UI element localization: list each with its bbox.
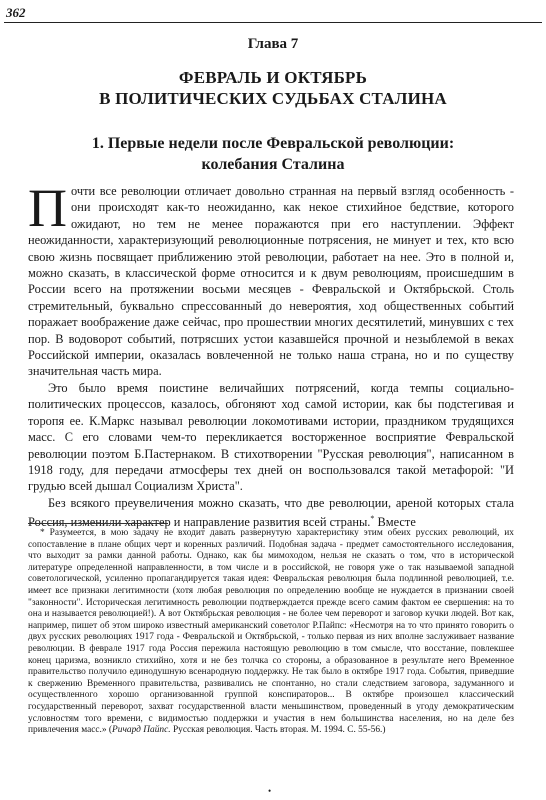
paragraph-3 — [28, 495, 514, 531]
bottom-mark: • — [268, 786, 272, 796]
footnote-marker[interactable]: * — [370, 514, 375, 524]
paragraph-1 — [28, 178, 514, 380]
drop-cap: П — [28, 178, 67, 238]
section-title — [0, 133, 546, 175]
body-text — [28, 178, 514, 531]
chapter-title-line2: В ПОЛИТИЧЕСКИХ СУДЬБАХ СТАЛИНА — [99, 89, 447, 108]
page-number: 362 — [6, 5, 26, 20]
paragraph-1-text: очти все революции отличает довольно странная на первый взгляд особенность - они происходят как-то неожиданно, как некое стихийное бедствие, которого ожидают, но тем не менее поражаются при его наступлении. Эффект неожиданности, характеризующий революционные потрясения, не минует и тех, кто всю свою жизнь посвящает приближению этой революции, работает на нее. Это в полной и, можно сказать, в классической форме относится и к двум революциям, происшедшим в России всего на протяжении восьми месяцев - Февральской и Октябрьской. Столь стремительный, буквально спрессованный до невероятия, ход общественных событий поражает воображение даже сейчас, про прошествии многих десятилетий, минувших с тех пор. В водоворот событий, потрясших устои казавшейся прочной и незыблемой в веках Российской империи, оказалась вовлеченной не только наша страна, но и по существу значительная часть мира. — [28, 184, 514, 379]
footnote-rule — [28, 523, 168, 524]
section-title-line2: колебания Сталина — [201, 156, 345, 173]
paragraph-3-tail: Вместе — [374, 515, 416, 530]
header-rule — [4, 22, 542, 23]
paragraph-2: Это было время поистине величайших потрясений, когда темпы социально-политических процессов, казалось, обгоняют ход самой истории, как бы подстегивая и торопя ее. К.Маркс называл революции локомотивами истории, праздником трудящихся масс. С его словами чем-то перекликается восторженное восприятие Февральской революции поэтом Б.Пастернаком. В стихотворении "Русская революция", написанном в 1918 году, для передачи атмосферы тех дней он воспользовался такой метафорой: "И грудью всей дышал Социализм Христа". — [28, 380, 514, 494]
footnote — [28, 528, 514, 737]
chapter-label: Глава 7 — [247, 36, 299, 52]
section-title-line1: 1. Первые недели после Февральской революции: — [91, 135, 455, 152]
footnote-source: Русская революция. Часть вторая. М. 1994. С. 55-56.) — [170, 725, 386, 736]
chapter-title-line1: ФЕВРАЛЬ И ОКТЯБРЬ — [178, 68, 368, 87]
paragraph-3-text: Без всякого преувеличения можно сказать, что две революции, ареной которых стала Россия, изменили характер и направление развития всей страны. — [28, 495, 514, 530]
chapter-title — [0, 67, 546, 109]
footnote-text: * Разумеется, в мою задачу не входит давать развернутую характеристику этим обеих русских революций, их сопоставление в плане общих черт и коренных различий. Подобная задача - предмет самостоятельного исследования, что выходит за рамки данной работы. Однако, как бы мимоходом, нельзя не сказать о том, что в исторической литературе определенной направленности, в том числе и в российской, не говоря уже о так называемой западной советологической, усиленно пропагандируется такая идея: Февральская революция была подлинной революцией, т.е. имеет все признаки легитимности (хотя любая революция по определению вообще не нуждается в признании своей "законности". Историческая легитимность революции подтверждается прежде всего самим фактом ее свершения: на то она и называется революцией!). А вот Октябрьская революция - не более чем переворот и заговор кучки людей. Вот как, например, пишет об этом широко известный американский советолог Р.Пайпс: «Несмотря на то что принято говорить о двух русских революциях 1917 года - Февральской и Октябрьской, - только первая из них вполне заслуживает название революции. В феврале 1917 года Россия пережила настоящую революцию в том смысле, что восстание, повлекшее конец царизма, возникло стихийно, хотя и не без толчка со стороны, а образованное в результате него Временное правительство получило единодушную всенародную поддержку. Не так было в октябре 1917 года. События, приведшие к свержению Временного правительства, развивались не спонтанно, но стали следствием заговора, задуманного и осуществленного хорошо организованной группой конспираторов... В октябре произошел классический государственный переворот, захват государственной власти меньшинством, проведенный в угоду демократическим условностям того времени, с видимостью поддержки и участия в нем большинства населения, но на деле без привлечения масс.» ( — [28, 528, 514, 736]
footnote-author: Ричард Пайпс. — [112, 725, 171, 736]
